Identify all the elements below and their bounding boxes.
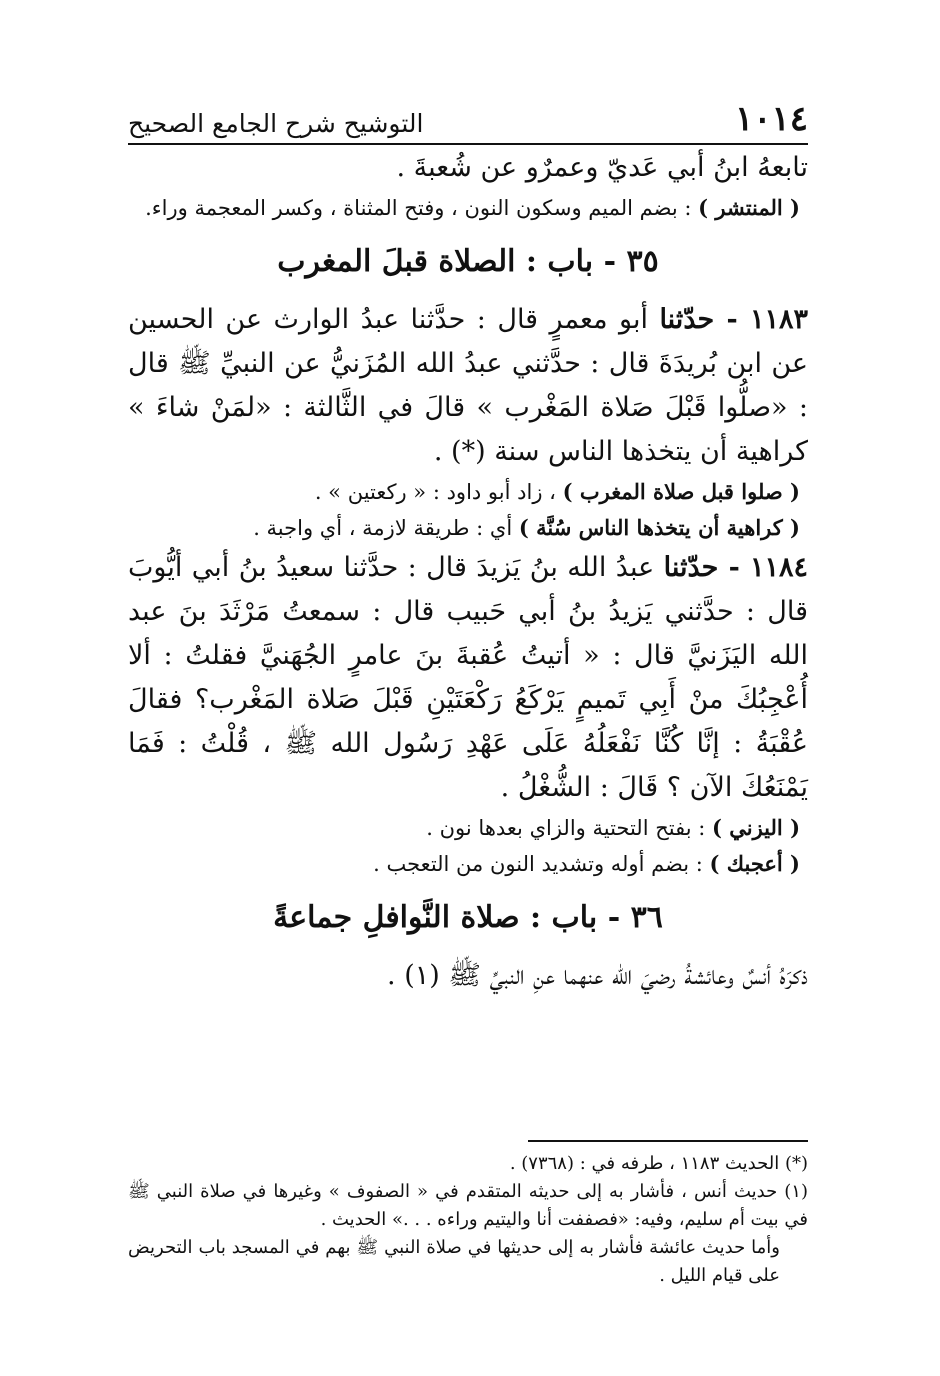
hadith-1183	[128, 298, 808, 474]
note-text: : بضم أوله وتشديد النون من التعجب .	[373, 852, 710, 876]
note-sallu	[128, 474, 808, 510]
note-muntashir	[128, 190, 808, 226]
note-karahiya	[128, 510, 808, 546]
note-term: ( المنتشر )	[698, 195, 800, 220]
running-title: التوشيح شرح الجامع الصحيح	[128, 109, 424, 138]
footnotes	[128, 1150, 808, 1290]
paragraph-dhakarahu: ذكرَهُ أنسٌ وعائشةُ رضيَ الله عنهما عنِ النبيِّ ﷺ (١) .	[387, 960, 808, 991]
footnote-rule	[528, 1140, 808, 1142]
hadith-number: ١١٨٣ - حدّثنا	[659, 304, 808, 335]
footnote-star: (*) الحديث ١١٨٣ ، طرفه في : (٧٣٦٨) .	[509, 1153, 808, 1174]
main-text	[128, 146, 808, 998]
hadith-text: عبدُ الله بنُ يَزيدَ قال : حدَّثنا سعيدُ بنُ أبي أيُّوبَ قال : حدَّثني يَزيدُ بنُ أبي حَبيب قال : سمعتُ مَرْثَدَ بنَ عبد الله اليَزَنيَّ قال : « أتيتُ عُقبةَ بنَ عامرٍ الجُهَنيَّ فقلتُ : ألا أُعْجِبُكَ منْ أَبِي تَميمٍ يَرْكَعُ رَكْعَتَيْنِ قَبْلَ صَلاة المَغْرب؟ فقالَ عُقْبَةُ : إنَّا كُنَّا نَفْعَلُهُ عَلَى عَهْدِ رَسُول الله ﷺ ، قُلْتُ : فَمَا يَمْنَعُكَ الآن ؟ قَالَ : الشُّغْلُ .	[128, 552, 808, 803]
chapter-heading-36: ٣٦ - باب : صلاة النَّوافلِ جماعةً	[273, 900, 663, 935]
footnote-1-continued: وأما حديث عائشة فأشار به إلى حديثها في صلاة النبي ﷺ بهم في المسجد باب التحريض على قيام الليل .	[128, 1237, 780, 1286]
page-header	[128, 86, 808, 139]
note-term: ( اليزني )	[712, 815, 800, 840]
paragraph-tabaahu: تابعهُ ابنُ أبي عَديّ وعمرٌو عن شُعبةَ .	[396, 152, 808, 183]
note-term: ( كراهية أن يتخذها الناس سُنَّة )	[518, 515, 800, 540]
header-rule	[128, 143, 808, 145]
note-ujibuka	[128, 846, 808, 882]
hadith-text: أبو معمرٍ قال : حدَّثنا عبدُ الوارث عن الحسين عن ابن بُريدَةَ قال : حدَّثني عبدُ الله المُزَنيُّ عن النبيِّ ﷺ قال : «صلُّوا قَبْلَ صَلاة المَغْرب » قالَ في الثَّالثة : «لمَنْ شاءَ » كراهية أن يتخذها الناس سنة (*) .	[128, 304, 808, 467]
hadith-number: ١١٨٤ - حدّثنا	[663, 552, 809, 583]
note-text: أي : طريقة لازمة ، أي واجبة .	[253, 516, 519, 540]
chapter-heading-35: ٣٥ - باب : الصلاة قبلَ المغرب	[277, 244, 659, 279]
footnote-1: (١) حديث أنس ، فأشار به إلى حديثه المتقدم في « الصفوف » وغيرها في صلاة النبي ﷺ في بيت أم سليم، وفيه: «فصففت أنا واليتيم وراءه . . .» الحديث .	[128, 1181, 808, 1230]
page-number: ١٠١٤	[734, 99, 808, 139]
note-term: ( أعجبك )	[709, 851, 800, 876]
note-text: : بفتح التحتية والزاي بعدها نون .	[426, 816, 712, 840]
note-yazani	[128, 810, 808, 846]
note-text: : بضم الميم وسكون النون ، وفتح المثناة ، وكسر المعجمة وراء.	[145, 196, 699, 220]
note-term: ( صلوا قبل صلاة المغرب )	[562, 479, 800, 504]
hadith-1184	[128, 546, 808, 810]
note-text: ، زاد أبو داود : « ركعتين » .	[314, 480, 563, 504]
